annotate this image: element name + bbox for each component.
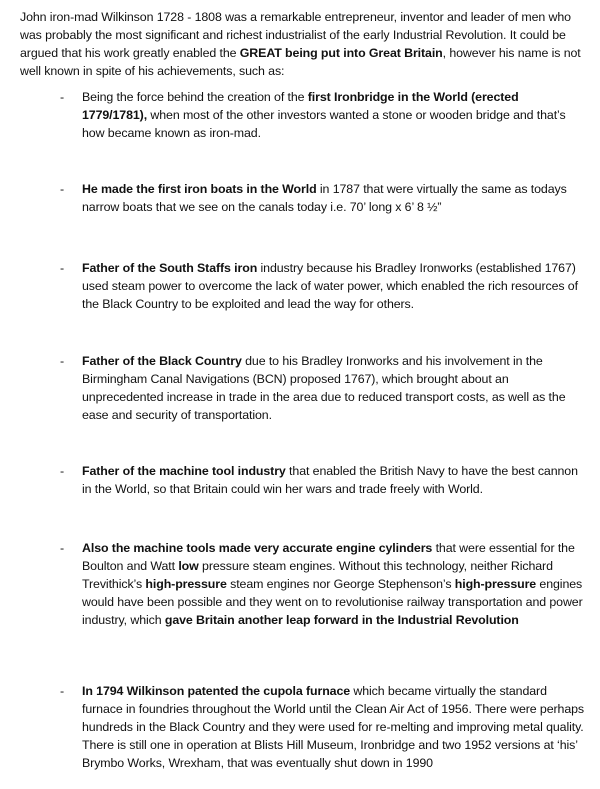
- bullet-text-run: Being the force behind the creation of the: [82, 90, 308, 104]
- intro-text-2: , however his name is not well known in spite of his achievements, such as:: [20, 46, 581, 78]
- bullet-text: [82, 88, 584, 142]
- bullet-dash: -: [60, 354, 65, 368]
- bullet-bold-run: high-pressure: [454, 577, 537, 591]
- bullet-dash: -: [60, 90, 65, 104]
- intro-text-1: John iron-mad Wilkinson 1728 - 1808 was a remarkable entrepreneur, inventor and leader of men who was probably the most significant and richest industrialist of the early Industrial Revolution. It could be argued that his work greatly enabled the: [20, 10, 571, 60]
- bullet-bold-run: In 1794 Wilkinson patented the cupola furnace: [82, 684, 351, 698]
- bullet-text-run: that were essential for the Boulton and Watt: [82, 541, 575, 573]
- bullet-text-run: steam engines nor George Stephenson’s: [226, 577, 455, 591]
- bullet-bold-run: gave Britain another leap forward in the Industrial Revolution: [164, 613, 519, 627]
- bullet-bold-run: first Ironbridge in the World (erected 1779/1781),: [82, 90, 519, 122]
- bullet-text-run: pressure steam engines. Without this technology, neither Richard Trevithick’s: [82, 559, 553, 591]
- bullet-text: [82, 682, 584, 772]
- bullet-bold-run: Also the machine tools made very accurate engine cylinders: [82, 541, 433, 555]
- bullet-dash: -: [60, 464, 65, 478]
- bullet-text-run: which became virtually the standard furnace in foundries throughout the World until the Clean Air Act of 1956. There were perhaps hundreds in the Black Country and they were used for re-melting and improving metal quality. There is still one in operation at Blists Hill Museum, Ironbridge and two 1952 versions at ‘his’ Brymbo Works, Wrexham, that was eventually shut down in 1990: [82, 684, 585, 770]
- bullet-item-south-staffs: [62, 259, 584, 313]
- bullet-text-run: engines would have been possible and they went on to revolutionise railway transportation and power industry, which: [82, 577, 583, 627]
- bullet-bold-run: low: [178, 559, 199, 573]
- bullet-bold-run: Father of the machine tool industry: [82, 464, 286, 478]
- bullet-dash: -: [60, 261, 65, 275]
- bullet-text-run: that enabled the British Navy to have the best cannon in the World, so that Britain could win her wars and trade freely with World.: [82, 464, 578, 496]
- bullet-text-run: due to his Bradley Ironworks and his involvement in the Birmingham Canal Navigations (BCN) proposed 1767), which brought about an unprecedented increase in trade in the area due to reduced transport costs, as well as the ease and security of transportation.: [82, 354, 566, 422]
- bullet-text: [82, 259, 584, 313]
- bullet-item-engine-cylinders: [62, 539, 584, 629]
- intro-paragraph: [20, 8, 582, 80]
- bullet-item-machine-tools: [62, 462, 584, 498]
- bullet-text: [82, 180, 584, 216]
- bullet-text-run: industry because his Bradley Ironworks (established 1767) used steam power to overcome the lack of water power, which enabled the rich resources of the Black Country to be exploited and lead the way for others.: [82, 261, 578, 311]
- bullet-text-run: in 1787 that were virtually the same as todays narrow boats that we see on the canals today i.e. 70’ long x 6’ 8 ½”: [82, 182, 567, 214]
- intro-bold-great-britain: GREAT being put into Great Britain: [239, 46, 443, 60]
- bullet-text-run: when most of the other investors wanted a stone or wooden bridge and that’s how became known as iron-mad.: [82, 108, 566, 140]
- bullet-bold-run: He made the first iron boats in the World: [82, 182, 317, 196]
- bullet-text: [82, 539, 584, 629]
- bullet-item-black-country: [62, 352, 584, 424]
- bullet-bold-run: Father of the South Staffs iron: [82, 261, 258, 275]
- bullet-dash: -: [60, 182, 65, 196]
- bullet-bold-run: high-pressure: [145, 577, 227, 591]
- bullet-item-ironbridge: [62, 88, 584, 142]
- bullet-item-cupola-furnace: [62, 682, 584, 772]
- bullet-bold-run: Father of the Black Country: [82, 354, 242, 368]
- bullet-text: [82, 352, 584, 424]
- bullet-item-iron-boats: [62, 180, 584, 216]
- bullet-dash: -: [60, 684, 65, 698]
- bullet-dash: -: [60, 541, 65, 555]
- bullet-text: [82, 462, 584, 498]
